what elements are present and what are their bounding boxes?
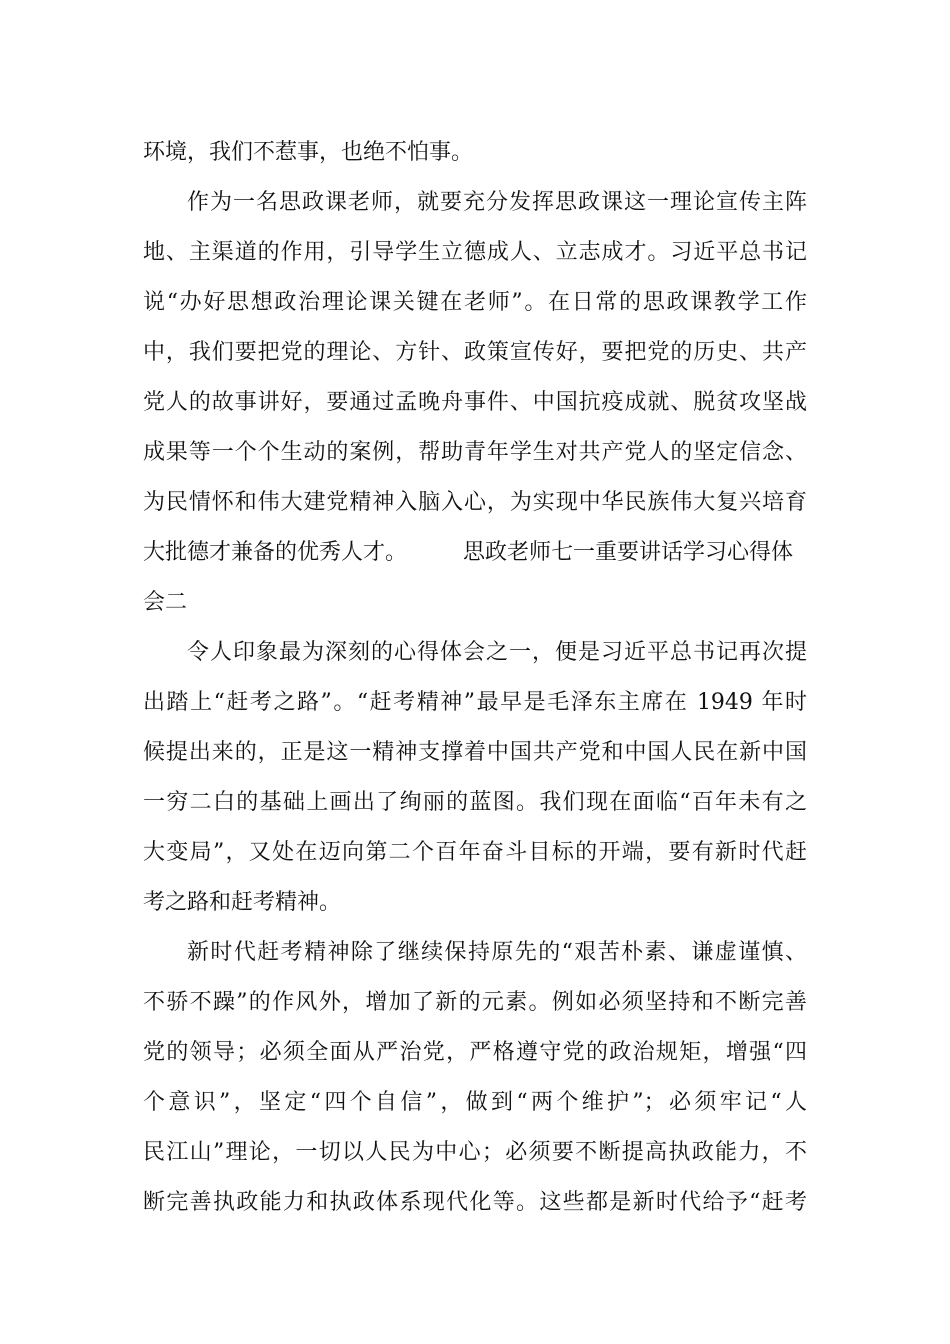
text-line: 环境，我们不惹事，也绝不怕事。	[143, 140, 474, 165]
text-line: 作为一名思政课老师，就要充分发挥思政课这一理论宣传主阵	[187, 190, 807, 215]
text-line: 候提出来的，正是这一精神支撑着中国共产党和中国人民在新中国	[143, 740, 807, 765]
text-line: 断完善执政能力和执政体系现代化等。这些都是新时代给予“赶考	[143, 1190, 807, 1215]
text-line: 说“办好思想政治理论课关键在老师”。在日常的思政课教学工作	[143, 290, 807, 315]
paragraph-continuation	[143, 128, 807, 178]
text-line: 大批德才兼备的优秀人才。 思政老师七一重要讲话学习心得体	[143, 540, 793, 565]
text-line: 考之路和赶考精神。	[143, 890, 342, 915]
text-line: 地、主渠道的作用，引导学生立德成人、立志成才。习近平总书记	[143, 240, 807, 265]
text-line: 会二	[143, 590, 188, 615]
paragraph-new-era-spirit	[143, 928, 807, 1228]
text-line: 出踏上“赶考之路”。“赶考精神”最早是毛泽东主席在 1949 年时	[143, 690, 807, 715]
text-line: 民江山”理论，一切以人民为中心；必须要不断提高执政能力，不	[143, 1140, 807, 1165]
text-line: 个意识”，坚定“四个自信”，做到“两个维护”；必须牢记“人	[143, 1090, 807, 1115]
paragraph-exam-road	[143, 628, 807, 928]
text-line: 新时代赶考精神除了继续保持原先的“艰苦朴素、谦虚谨慎、	[187, 940, 807, 965]
text-line: 不骄不躁”的作风外，增加了新的元素。例如必须坚持和不断完善	[143, 990, 807, 1015]
document-body	[143, 128, 807, 1228]
text-line: 大变局”，又处在迈向第二个百年奋斗目标的开端，要有新时代赶	[143, 840, 807, 865]
text-line: 中，我们要把党的理论、方针、政策宣传好，要把党的历史、共产	[143, 340, 807, 365]
paragraph-teacher-role	[143, 178, 807, 628]
text-line: 一穷二白的基础上画出了绚丽的蓝图。我们现在面临“百年未有之	[143, 790, 807, 815]
text-line: 令人印象最为深刻的心得体会之一，便是习近平总书记再次提	[187, 640, 807, 665]
text-line: 成果等一个个生动的案例，帮助青年学生对共产党人的坚定信念、	[143, 440, 807, 465]
text-line: 党人的故事讲好，要通过孟晚舟事件、中国抗疫成就、脱贫攻坚战	[143, 390, 807, 415]
text-line: 为民情怀和伟大建党精神入脑入心，为实现中华民族伟大复兴培育	[143, 490, 807, 515]
text-line: 党的领导；必须全面从严治党，严格遵守党的政治规矩，增强“四	[143, 1040, 807, 1065]
